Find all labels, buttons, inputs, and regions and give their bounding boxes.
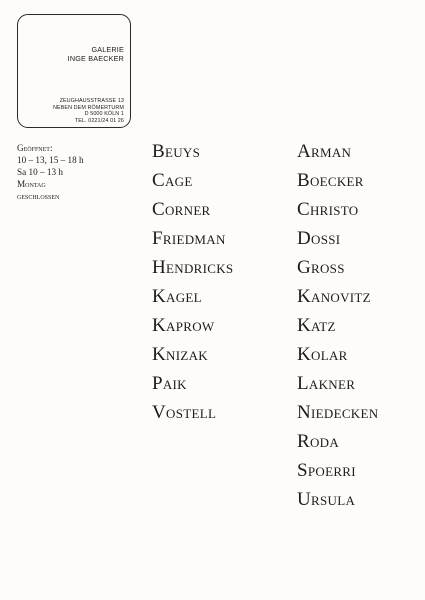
artist-name: Arman [297, 141, 352, 162]
artist-name: Knizak [152, 344, 208, 365]
gallery-name-line: INGE BAECKER [67, 53, 124, 63]
hours-closed-text: geschlossen [17, 191, 60, 201]
artist-name: Kagel [152, 286, 202, 307]
artist-name: Ursula [297, 489, 356, 510]
artist-name: Corner [152, 199, 211, 220]
gallery-logo-box [17, 14, 131, 128]
artist-name: Vostell [152, 402, 217, 423]
artist-name: Gross [297, 257, 345, 278]
artist-name: Cage [152, 170, 193, 191]
artist-name: Friedman [152, 228, 226, 249]
opening-hours [17, 142, 84, 202]
artist-list-left [152, 137, 233, 427]
address-line: TEL. 0221/24 01 26 [74, 117, 124, 124]
address-line: ZEUGHAUSSTRASSE 13 [59, 98, 124, 104]
artist-name: Kolar [297, 344, 348, 365]
hours-closed-day: Montag [17, 179, 46, 189]
artist-name: Christo [297, 199, 359, 220]
artist-name: Kanovitz [297, 286, 371, 307]
artist-name: Hendricks [152, 257, 234, 278]
artist-name: Lakner [297, 373, 356, 394]
address-line: NEBEN DEM RÖMERTURM [53, 104, 124, 111]
artist-name: Boecker [297, 170, 364, 191]
artist-name: Paik [152, 373, 187, 394]
gallery-name [68, 46, 124, 63]
hours-label: Geöffnet: [17, 143, 53, 153]
artist-name: Beuys [152, 141, 201, 162]
artist-name: Katz [297, 315, 336, 336]
artist-list-right [297, 137, 378, 514]
artist-name: Roda [297, 431, 340, 452]
address-line: D 5000 KÖLN 1 [84, 111, 124, 118]
artist-name: Niedecken [297, 402, 379, 423]
artist-name: Kaprow [152, 315, 215, 336]
artist-name: Spoerri [297, 460, 356, 481]
gallery-address [53, 98, 124, 124]
hours-saturday: Sa 10 – 13 h [17, 167, 63, 177]
artist-name: Dossi [297, 228, 341, 249]
gallery-name-line: GALERIE [91, 45, 124, 54]
hours-weekdays: 10 – 13, 15 – 18 h [17, 155, 84, 165]
